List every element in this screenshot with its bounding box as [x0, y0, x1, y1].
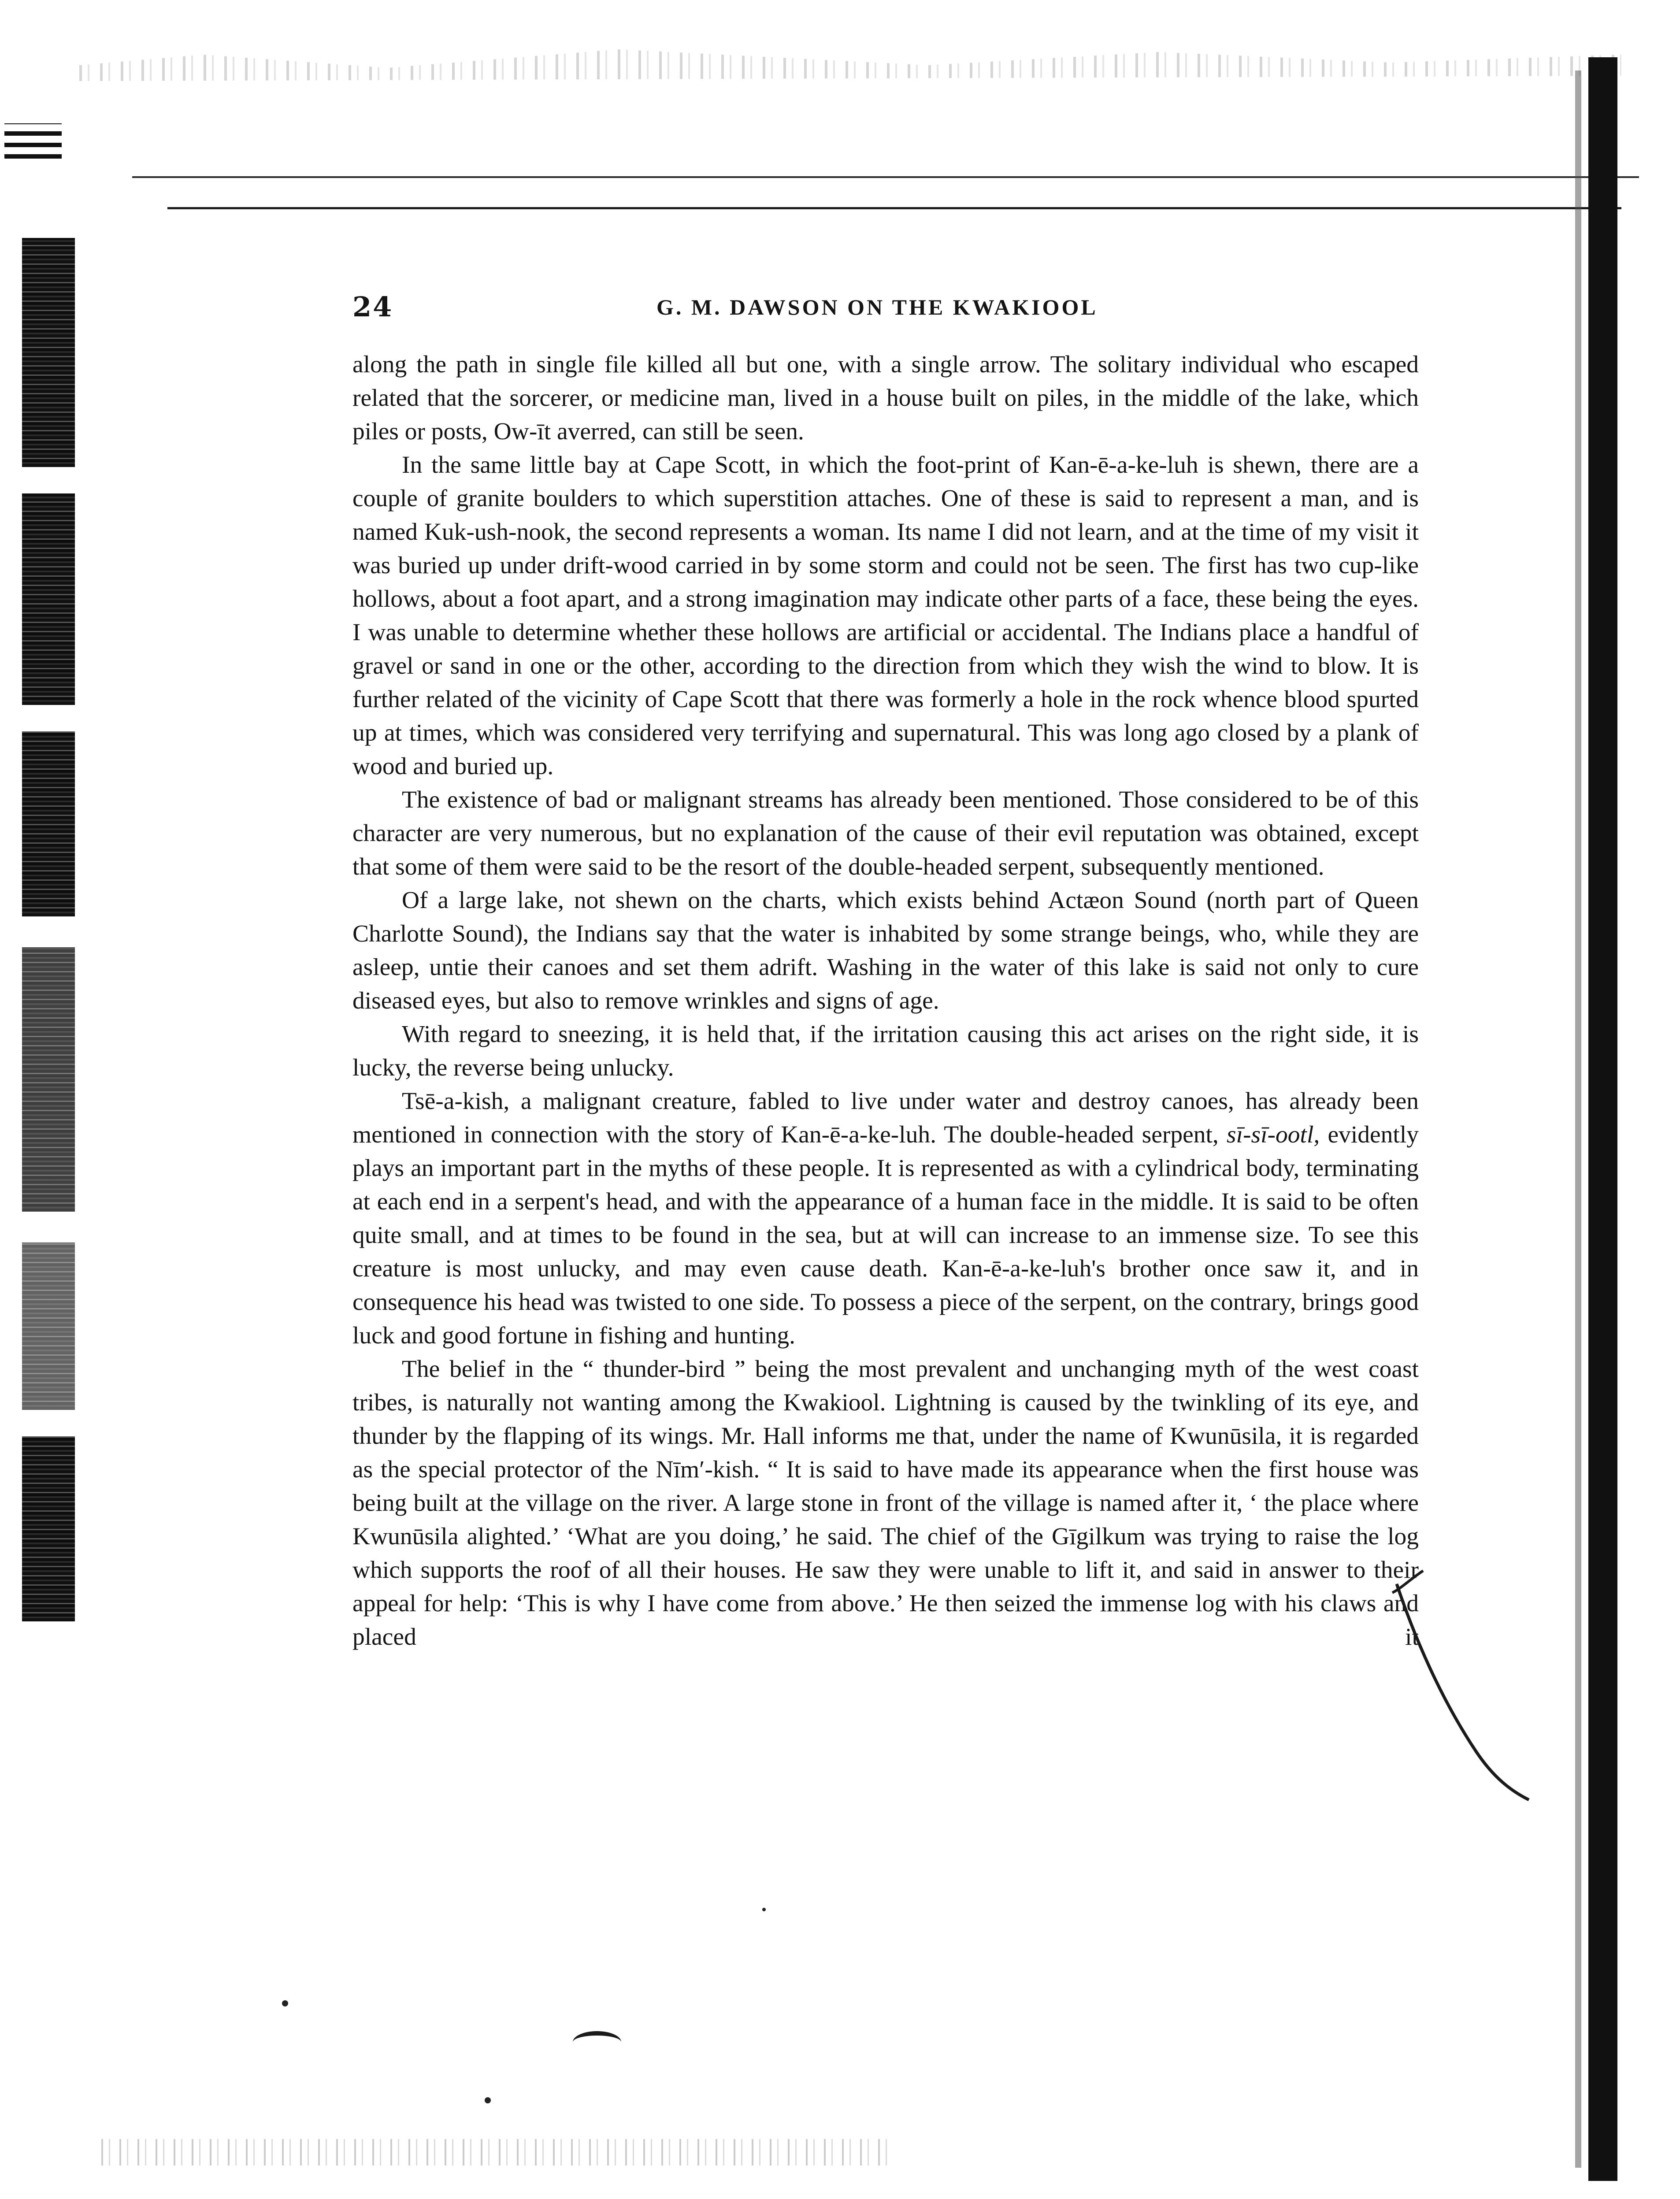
- speck: [485, 2097, 491, 2103]
- handwritten-check-mark: [1388, 1566, 1533, 1804]
- paragraph: Of a large lake, not shewn on the charts, which exists behind Actæon Sound (north part of Queen Charlotte Sound), the Indians say that the water is inhabited by some strange beings, who, while they are asleep, untie their canoes and set them adrift. Washing in the water of this lake is said not only to cure diseased eyes, but also to remove wrinkles and signs of age.: [352, 887, 1419, 1014]
- paragraph: [352, 1085, 1419, 1353]
- binding-segment: [22, 1436, 75, 1621]
- page-binding-edge: [0, 132, 88, 1652]
- paragraph-text: Tsē-a-kish, a malignant creature, fabled to live under water and destroy canoes, has already been mentioned in connection with the story of Kan-ē-a-ke-luh. The double-headed serpent,: [352, 1088, 1419, 1148]
- binding-segment: [22, 493, 75, 705]
- speck: [762, 1908, 766, 1911]
- scan-edge-line: [132, 176, 1639, 178]
- scan-edge-shadow: [1575, 70, 1581, 2168]
- paragraph: The belief in the “ thunder-bird ” being the most prevalent and unchanging myth of the west coast tribes, is naturally not wanting among the Kwakiool. Lightning is caused by the twinkling of its eye, and thunder by the flapping of its wings. Mr. Hall informs me that, under the name of Kwunūsila, it is regarded as the special protector of the Nīm′-kish. “ It is said to have made its appearance when the first house was being built at the village on the river. A large stone in front of the village is named after it, ‘ the place where Kwunūsila alighted.’ ‘What are you doing,’ he said. The chief of the Gīgilkum was trying to raise the log which supports the roof of all their houses. He saw they were unable to lift it, and said in answer to their appeal for help: ‘This is why I have come from above.’ He then seized the immense log with his claws and placed it: [352, 1356, 1419, 1650]
- scan-edge-bar: [1588, 57, 1617, 2181]
- paragraph-text: evidently plays an important part in the myths of these people. It is represented as with a cylindrical body, terminating at each end in a serpent's head, and with the appearance of a human face in the middle. It is said to be often quite small, and at times to be found in the sea, but at will can increase to an immense size. To see this creature is most unlucky, and may even cause death. Kan-ē-a-ke-luh's brother once saw it, and in consequence his head was twisted to one side. To possess a piece of the serpent, on the contrary, brings good luck and good fortune in fishing and hunting.: [352, 1121, 1419, 1349]
- page-number: 24: [352, 291, 393, 323]
- paragraph: In the same little bay at Cape Scott, in which the foot-print of Kan-ē-a-ke-luh is shewn, there are a couple of granite boulders to which superstition attaches. One of these is said to represent a man, and is named Kuk-ush-nook, the second represents a woman. Its name I did not learn, and at the time of my visit it was buried up under drift-wood carried in by some storm and could not be seen. The first has two cup-like hollows, about a foot apart, and a strong imagination may indicate other parts of a face, these being the eyes. I was unable to determine whether these hollows are artificial or accidental. The Indians place a handful of gravel or sand in one or the other, according to the direction from which they wish the wind to blow. It is further related of the vicinity of Cape Scott that there was formerly a hole in the rock whence blood spurted up at times, which was considered very terrifying and supernatural. This was long ago closed by a plank of wood and buried up.: [352, 452, 1419, 780]
- binding-segment: [22, 1242, 75, 1410]
- binding-segment: [22, 947, 75, 1212]
- pencil-mark: [573, 2031, 621, 2053]
- paragraph: With regard to sneezing, it is held that, if the irritation causing this act arises on the right side, it is lucky, the reverse being unlucky.: [352, 1021, 1419, 1081]
- paragraph: The existence of bad or malignant streams has already been mentioned. Those considered to be of this character are very numerous, but no explanation of the cause of their evil reputation was obtained, except that some of them were said to be the resort of the double-headed serpent, subsequently mentioned.: [352, 786, 1419, 880]
- running-head: [352, 291, 1419, 330]
- scan-noise-bottom: [101, 2139, 894, 2166]
- binding-segment: [22, 731, 75, 916]
- scan-noise-top: [79, 44, 1621, 97]
- paragraph: along the path in single file killed all but one, with a single arrow. The solitary individual who escaped related that the sorcerer, or medicine man, lived in a house built on piles, in the middle of the lake, which piles or posts, Ow-īt averred, can still be seen.: [352, 351, 1419, 445]
- italic-term: sī-sī-ootl,: [1227, 1121, 1320, 1148]
- speck: [282, 2000, 288, 2006]
- running-title: G. M. DAWSON ON THE KWAKIOOL: [656, 295, 1098, 319]
- scan-edge-line: [167, 207, 1621, 209]
- body-text: [352, 348, 1419, 1654]
- binding-segment: [22, 238, 75, 467]
